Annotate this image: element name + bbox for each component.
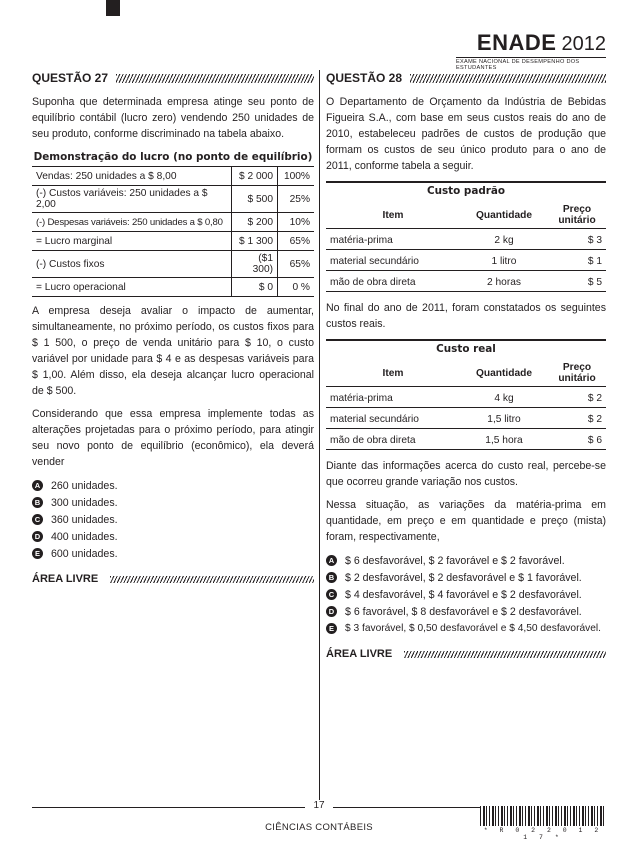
option-b[interactable] — [326, 569, 606, 586]
table-header-row — [326, 360, 606, 387]
option-letter-badge: A — [32, 480, 43, 491]
option-letter-badge: E — [326, 623, 337, 634]
table-row — [326, 252, 606, 271]
option-e[interactable] — [326, 620, 606, 637]
option-d[interactable] — [32, 528, 314, 545]
free-area-title: ÁREA LIVRE — [326, 648, 393, 660]
cell-quantity: 2 kg — [460, 231, 548, 250]
table-header-row — [326, 202, 606, 229]
header-hatch — [116, 74, 314, 83]
row-label: = Lucro marginal — [32, 232, 231, 251]
area-hatch — [404, 651, 606, 658]
row-value: $ 200 — [231, 213, 278, 232]
option-letter-badge: C — [32, 514, 43, 525]
row-label: (-) Custos variáveis: 250 unidades a $ 2,00 — [32, 186, 231, 213]
col-header-quantity: Quantidade — [460, 202, 548, 229]
course-name: CIÊNCIAS CONTÁBEIS — [265, 822, 373, 833]
col-header-unit-price: Preço unitário — [548, 360, 606, 387]
question-28-observation: Diante das informações acerca do custo real, percebe-se que ocorreu grande variação nos custos. — [326, 460, 606, 488]
row-value: ($1 300) — [231, 251, 278, 278]
row-value: $ 500 — [231, 186, 278, 213]
column-divider — [319, 70, 320, 805]
question-28-intro: O Departamento de Orçamento da Indústria de Bebidas Figueira S.A., com base em seus custos reais do ano de 2010, estabeleceu padrões de custos de produção que formam os custos de seu único produto para o ano de 2011, conforme tabela a seguir. — [326, 96, 606, 172]
option-text: 300 unidades. — [51, 496, 118, 509]
question-27-prompt: Considerando que essa empresa implemente todas as alterações projetadas para o próximo período, para atingir seu novo ponto de equilíbrio (econômico), ela deverá vender — [32, 408, 314, 468]
logo-year: 2012 — [561, 33, 606, 55]
question-28-real-intro: No final do ano de 2011, foram constatados os seguintes custos reais. — [326, 302, 606, 330]
question-28-title: QUESTÃO 28 — [326, 71, 403, 85]
table-row — [326, 273, 606, 292]
cell-price: $ 5 — [548, 273, 606, 292]
table-row — [32, 251, 314, 278]
question-27-header — [32, 70, 314, 86]
option-c[interactable] — [326, 586, 606, 603]
option-e[interactable] — [32, 545, 314, 562]
option-b[interactable] — [32, 494, 314, 511]
option-letter-badge: B — [32, 497, 43, 508]
question-27 — [32, 70, 314, 586]
row-percent: 65% — [278, 232, 315, 251]
cell-item: matéria-prima — [326, 389, 460, 408]
table-row — [326, 431, 606, 450]
col-header-quantity: Quantidade — [460, 360, 548, 387]
question-27-context: A empresa deseja avaliar o impacto de aumentar, simultaneamente, no próximo período, os custos fixos para $ 1 500, o preço de venda unitário para $ 10, o custo variável por unidade para $ 4 e as despesas variáveis para $ 1,00. Além disso, ela deseja alcançar lucro operacional de $ 500. — [32, 305, 314, 397]
table-row — [32, 186, 314, 213]
barcode — [480, 806, 606, 841]
col-header-item: Item — [326, 360, 460, 387]
cell-price: $ 1 — [548, 252, 606, 271]
row-percent: 65% — [278, 251, 315, 278]
table-row — [326, 231, 606, 250]
row-label: (-) Custos fixos — [32, 251, 231, 278]
enade-logo — [456, 30, 606, 71]
cell-quantity: 2 horas — [460, 273, 548, 292]
option-a[interactable] — [32, 477, 314, 494]
option-d[interactable] — [326, 603, 606, 620]
table-row — [326, 389, 606, 408]
question-27-intro: Suponha que determinada empresa atinge seu ponto de equilíbrio contábil (lucro zero) vendendo 250 unidades de seu produto, conforme discriminado na tabela abaixo. — [32, 96, 314, 140]
option-text: 600 unidades. — [51, 547, 118, 560]
profit-table — [32, 166, 314, 297]
option-text: $ 2 desfavorável, $ 2 desfavorável e $ 1 favorável. — [345, 571, 582, 584]
free-area-header — [32, 572, 314, 586]
table-row — [326, 410, 606, 429]
free-area-title: ÁREA LIVRE — [32, 573, 99, 585]
row-percent: 25% — [278, 186, 315, 213]
free-area-header — [326, 647, 606, 661]
cell-price: $ 2 — [548, 410, 606, 429]
table-row — [32, 232, 314, 251]
option-text: 400 unidades. — [51, 530, 118, 543]
real-cost-table — [326, 358, 606, 452]
option-letter-badge: D — [326, 606, 337, 617]
header-hatch — [410, 74, 606, 83]
row-label: (-) Despesas variáveis: 250 unidades a $ 0,80 — [32, 213, 231, 232]
question-28 — [326, 70, 606, 661]
option-letter-badge: B — [326, 572, 337, 583]
option-text: $ 6 favorável, $ 8 desfavorável e $ 2 desfavorável. — [345, 605, 582, 618]
col-header-unit-price: Preço unitário — [548, 202, 606, 229]
cell-item: matéria-prima — [326, 231, 460, 250]
row-percent: 10% — [278, 213, 315, 232]
row-label: Vendas: 250 unidades a $ 8,00 — [32, 167, 231, 186]
option-text: $ 3 favorável, $ 0,50 desfavorável e $ 4,50 desfavorável. — [345, 623, 601, 634]
cell-price: $ 2 — [548, 389, 606, 408]
logo-word: ENADE — [476, 30, 557, 55]
cell-price: $ 6 — [548, 431, 606, 450]
question-28-prompt: Nessa situação, as variações da matéria-prima em quantidade, em preço e em quantidade e preço (mista) foram, respectivamente, — [326, 499, 606, 543]
cell-price: $ 3 — [548, 231, 606, 250]
standard-cost-table — [326, 200, 606, 294]
option-a[interactable] — [326, 552, 606, 569]
option-letter-badge: E — [32, 548, 43, 559]
option-text: 260 unidades. — [51, 479, 118, 492]
row-value: $ 2 000 — [231, 167, 278, 186]
cell-item: mão de obra direta — [326, 273, 460, 292]
question-28-header — [326, 70, 606, 86]
real-cost-caption: Custo real — [326, 339, 606, 358]
row-percent: 100% — [278, 167, 315, 186]
cell-item: mão de obra direta — [326, 431, 460, 450]
cell-quantity: 1,5 hora — [460, 431, 548, 450]
option-text: $ 4 desfavorável, $ 4 favorável e $ 2 desfavorável. — [345, 588, 582, 601]
profit-table-caption: Demonstração do lucro (no ponto de equilíbrio) — [33, 151, 313, 163]
row-label: = Lucro operacional — [32, 278, 231, 297]
table-row — [32, 213, 314, 232]
table-row — [32, 278, 314, 297]
barcode-text: * R 0 2 2 0 1 2 1 7 * — [483, 827, 603, 841]
cell-quantity: 1 litro — [460, 252, 548, 271]
area-hatch — [110, 576, 314, 583]
cell-item: material secundário — [326, 252, 460, 271]
row-value: $ 1 300 — [231, 232, 278, 251]
option-text: $ 6 desfavorável, $ 2 favorável e $ 2 favorável. — [345, 554, 565, 567]
row-value: $ 0 — [231, 278, 278, 297]
cell-quantity: 1,5 litro — [460, 410, 548, 429]
registration-mark — [106, 0, 120, 16]
logo-subtitle: EXAME NACIONAL DE DESEMPENHO DOS ESTUDANTES — [456, 57, 606, 71]
barcode-bars — [480, 806, 606, 826]
table-row — [32, 167, 314, 186]
question-27-title: QUESTÃO 27 — [32, 71, 109, 85]
standard-cost-caption: Custo padrão — [326, 181, 606, 200]
option-letter-badge: D — [32, 531, 43, 542]
question-27-options — [32, 477, 314, 562]
page-number: 17 — [305, 800, 333, 811]
question-28-options — [326, 552, 606, 637]
option-letter-badge: C — [326, 589, 337, 600]
option-letter-badge: A — [326, 555, 337, 566]
option-text: 360 unidades. — [51, 513, 118, 526]
col-header-item: Item — [326, 202, 460, 229]
cell-item: material secundário — [326, 410, 460, 429]
option-c[interactable] — [32, 511, 314, 528]
cell-quantity: 4 kg — [460, 389, 548, 408]
row-percent: 0 % — [278, 278, 315, 297]
